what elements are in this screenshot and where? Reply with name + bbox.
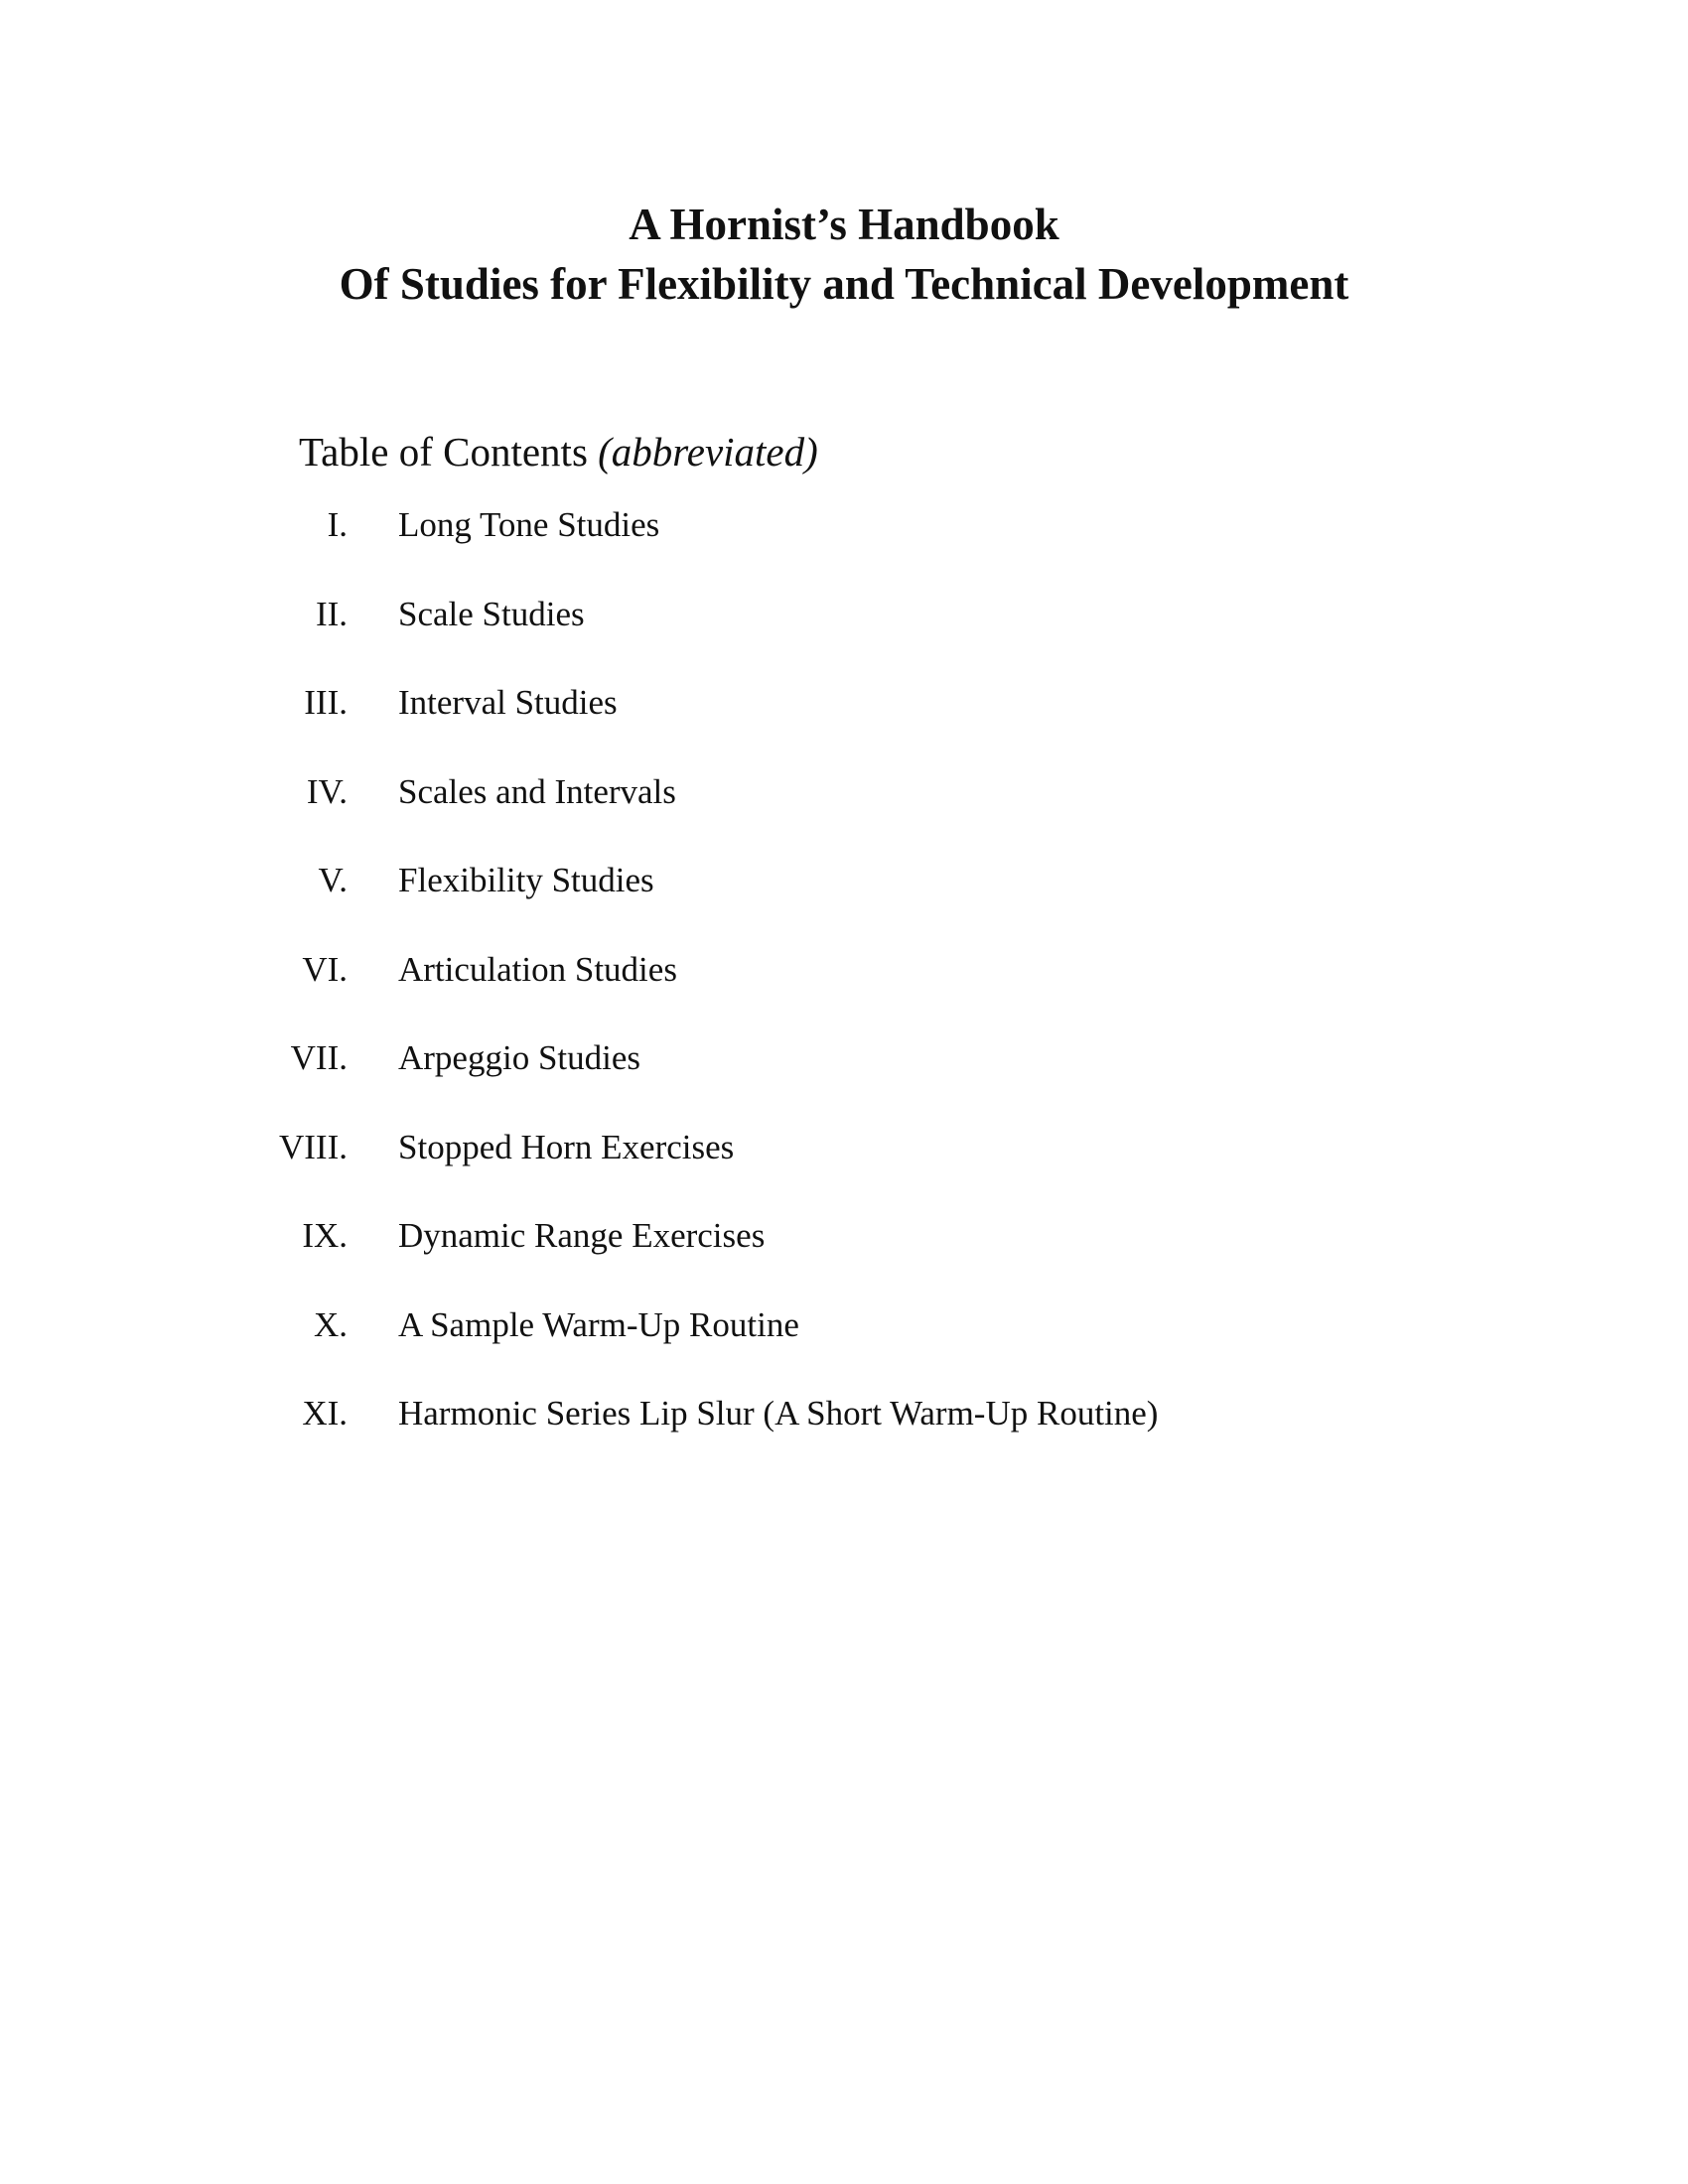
toc-item-number: II. bbox=[315, 594, 348, 633]
toc-heading-note: (abbreviated) bbox=[598, 429, 818, 475]
toc-item-label: Interval Studies bbox=[398, 683, 618, 722]
toc-item bbox=[0, 856, 1688, 945]
toc-item-label: Scales and Intervals bbox=[398, 771, 676, 811]
toc-item-label: Scale Studies bbox=[398, 594, 585, 633]
toc-item bbox=[0, 1211, 1688, 1300]
toc-list bbox=[0, 500, 1688, 1478]
toc-item bbox=[0, 500, 1688, 590]
toc-item-label: Arpeggio Studies bbox=[398, 1038, 641, 1077]
toc-item-number: VI. bbox=[302, 949, 348, 989]
toc-item bbox=[0, 945, 1688, 1034]
toc-item-label: A Sample Warm-Up Routine bbox=[398, 1304, 799, 1344]
toc-item-label: Harmonic Series Lip Slur (A Short Warm-Up Routine) bbox=[398, 1394, 1159, 1433]
toc-item-number: VII. bbox=[290, 1038, 348, 1077]
title-line-2: Of Studies for Flexibility and Technical Development bbox=[339, 259, 1349, 309]
toc-item-number: X. bbox=[313, 1304, 348, 1344]
toc-item bbox=[0, 678, 1688, 767]
toc-item-number: VIII. bbox=[279, 1127, 348, 1166]
toc-item-label: Flexibility Studies bbox=[398, 861, 654, 899]
title-line-1: A Hornist’s Handbook bbox=[629, 200, 1059, 249]
toc-item-number: V. bbox=[318, 861, 348, 899]
toc-item bbox=[0, 767, 1688, 857]
toc-heading-text: Table of Contents bbox=[299, 429, 588, 475]
toc-heading bbox=[299, 427, 818, 477]
document-title bbox=[0, 195, 1688, 314]
toc-item-number: IX. bbox=[302, 1216, 348, 1255]
toc-item-number: I. bbox=[327, 505, 348, 544]
toc-item bbox=[0, 590, 1688, 679]
toc-item-number: XI. bbox=[302, 1394, 348, 1433]
toc-item bbox=[0, 1389, 1688, 1478]
toc-item-number: III. bbox=[304, 683, 348, 722]
toc-item-label: Stopped Horn Exercises bbox=[398, 1127, 735, 1166]
toc-item-label: Dynamic Range Exercises bbox=[398, 1216, 766, 1255]
toc-item bbox=[0, 1123, 1688, 1212]
toc-item bbox=[0, 1033, 1688, 1123]
toc-item bbox=[0, 1300, 1688, 1390]
toc-item-label: Articulation Studies bbox=[398, 949, 677, 989]
toc-item-label: Long Tone Studies bbox=[398, 505, 660, 544]
toc-item-number: IV. bbox=[306, 771, 348, 811]
